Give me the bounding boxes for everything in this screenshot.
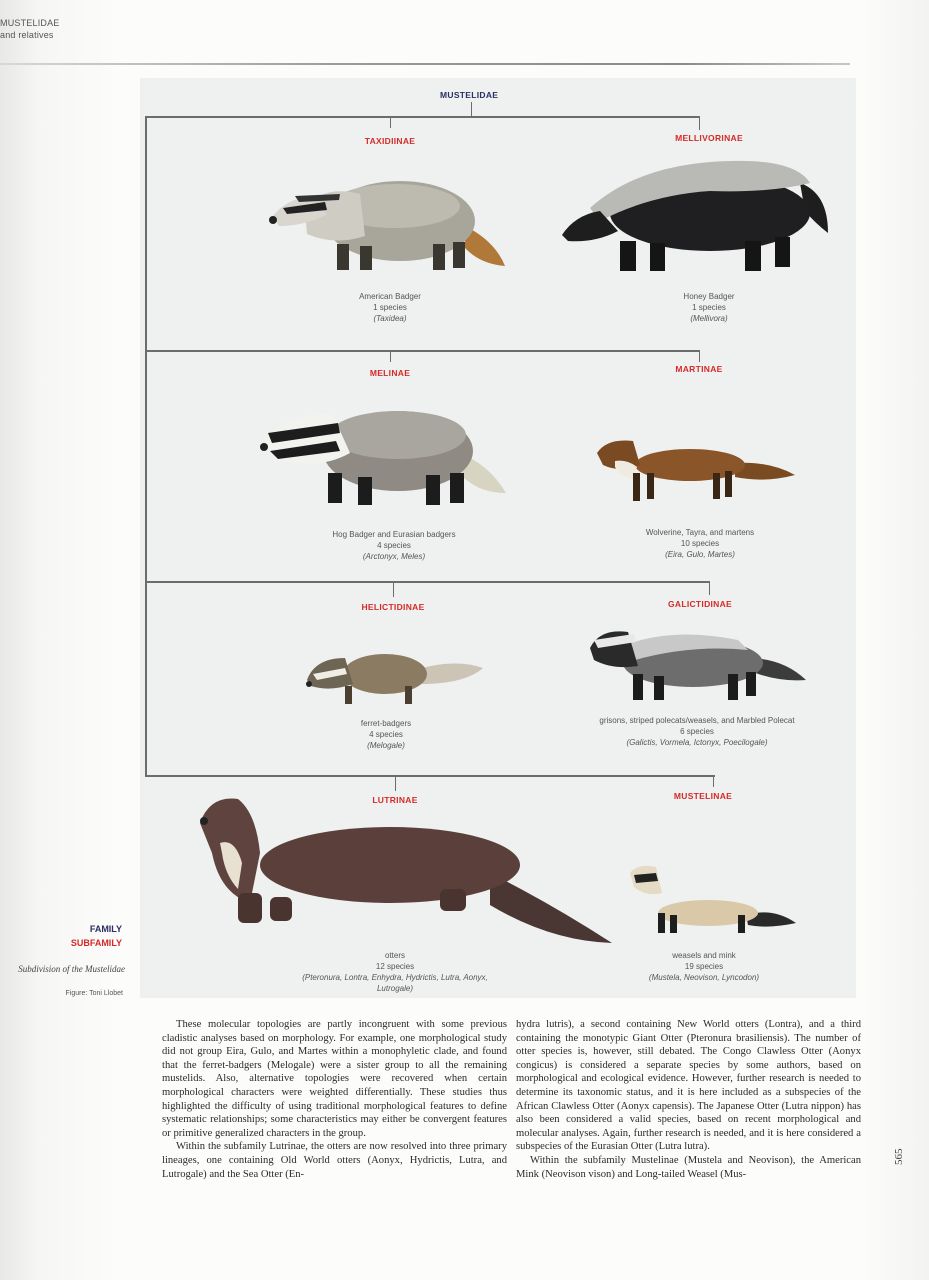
tree-line xyxy=(390,116,391,128)
black-footed-ferret-illustration xyxy=(628,863,798,938)
running-head-title: MUSTELIDAE xyxy=(0,18,60,28)
taxon-caption-melinae xyxy=(332,529,455,562)
running-head-subtitle: and relatives xyxy=(0,30,54,40)
species-count: 1 species xyxy=(373,303,407,312)
subfamily-label-lutrinae: LUTRINAE xyxy=(372,795,418,805)
legend-family: FAMILY xyxy=(89,924,122,934)
phylogeny-figure xyxy=(140,78,856,998)
subfamily-label-taxidiinae: TAXIDIINAE xyxy=(364,136,416,146)
ferret-badger-illustration xyxy=(305,640,485,710)
taxon-caption-mellivorinae xyxy=(683,291,734,324)
page-number: 565 xyxy=(893,1148,905,1165)
common-name: otters xyxy=(384,951,406,960)
paragraph: These molecular topologies are partly incongruent with some previous cladistic analyses based on morphology. For example, one morphological study did not group Eira, Gulo, and Martes within a monophyletic clade, and found that the ferret-badgers (Melogale) were a sister group to all the remaining mustelids. Also, alternative topologies were recovered when certain morphological characters were weighted differentially. These studies thus highlighted the difficulty of using traditional morphological features to define systematic relationships; some characteristics may either be convergent features or primitive generalized characters in the group. xyxy=(162,1019,507,1139)
subfamily-label-galictidinae: GALICTIDINAE xyxy=(667,599,733,609)
body-column-right xyxy=(516,1018,861,1181)
common-name: weasels and mink xyxy=(672,951,736,960)
tree-line xyxy=(390,350,391,362)
marten-illustration xyxy=(595,433,795,508)
giant-otter-illustration xyxy=(190,793,615,943)
genera-list: (Taxidea) xyxy=(373,314,407,323)
tree-line xyxy=(393,581,394,597)
common-name: grisons, striped polecats/weasels, and Marbled Polecat xyxy=(599,716,795,725)
species-count: 4 species xyxy=(377,541,411,550)
tree-line xyxy=(699,116,700,130)
tree-line xyxy=(145,775,715,777)
figure-title: Subdivision of the Mustelidae xyxy=(18,964,125,974)
subfamily-label-martinae: MARTINAE xyxy=(675,364,723,374)
common-name: American Badger xyxy=(359,292,421,301)
genera-list: (Pteronura, Lontra, Enhydra, Hydrictis, Lutra, Aonyx, xyxy=(302,973,488,982)
genera-list-continued: Lutrogale) xyxy=(376,984,414,993)
species-count: 12 species xyxy=(375,962,415,971)
common-name: Honey Badger xyxy=(683,292,735,301)
taxon-caption-lutrinae xyxy=(302,950,488,994)
tree-line xyxy=(145,350,700,352)
genera-list: (Melogale) xyxy=(367,741,405,750)
paragraph: Within the subfamily Mustelinae (Mustela and Neovison), the American Mink (Neovison vison) and Long-tailed Weasel (Mus- xyxy=(516,1154,861,1180)
tree-line xyxy=(699,350,700,362)
honey-badger-illustration xyxy=(560,153,835,278)
genera-list: (Galictis, Vormela, Ictonyx, Poecilogale) xyxy=(626,738,768,747)
taxon-caption-martinae xyxy=(646,527,754,560)
genera-list: (Eira, Gulo, Martes) xyxy=(665,550,735,559)
tree-line xyxy=(713,775,714,787)
family-label-root: MUSTELIDAE xyxy=(440,90,499,100)
tree-line xyxy=(145,116,700,118)
figure-credit: Figure: Toni Llobet xyxy=(65,990,123,997)
tree-line xyxy=(145,581,710,583)
tree-line xyxy=(709,581,710,595)
species-count: 10 species xyxy=(680,539,720,548)
species-count: 19 species xyxy=(684,962,724,971)
subfamily-label-melinae: MELINAE xyxy=(369,368,411,378)
common-name: ferret-badgers xyxy=(360,719,412,728)
header-rule xyxy=(0,63,850,65)
taxon-caption-galictidinae xyxy=(599,715,794,748)
american-badger-illustration xyxy=(265,166,510,276)
tree-line xyxy=(145,116,147,776)
subfamily-label-mellivorinae: MELLIVORINAE xyxy=(675,133,743,143)
species-count: 1 species xyxy=(692,303,726,312)
taxon-caption-mustelinae xyxy=(649,950,759,983)
grison-illustration xyxy=(588,618,808,708)
subfamily-label-mustelinae: MUSTELINAE xyxy=(673,791,733,801)
taxon-caption-taxidiinae xyxy=(359,291,421,324)
common-name: Wolverine, Tayra, and martens xyxy=(645,528,755,537)
running-head xyxy=(0,17,60,41)
legend-subfamily: SUBFAMILY xyxy=(70,938,122,948)
paragraph: Within the subfamily Lutrinae, the otters are now resolved into three primary lineages, one containing Old World otters (Aonyx, Hydrictis, Lutra, and Lutrogale) and the Sea Otter (En- xyxy=(162,1141,507,1180)
genera-list: (Mustela, Neovison, Lyncodon) xyxy=(648,973,760,982)
tree-line xyxy=(471,102,472,116)
species-count: 6 species xyxy=(680,727,714,736)
taxon-caption-helictidinae xyxy=(361,718,411,751)
body-column-left xyxy=(162,1018,507,1181)
tree-line xyxy=(395,775,396,791)
paragraph: hydra lutris), a second containing New World otters (Lontra), and a third containing the monotypic Giant Otter (Pteronura brasiliensis). The number of otter species is, however, still debated. The Congo Clawless Otter (Aonyx congicus) is considered a separate species by some authors, based on morphological and ecological evidence. However, further research is needed to determine its taxonomic status, and it is here included as a subspecies of the African Clawless Otter (Aonyx capensis). The Japanese Otter (Lutra nippon) has also been considered a valid species, based on recent morphological and molecular analyses. Again, further research is needed, and it is here considered a subspecies of the Eurasian Otter (Lutra lutra). xyxy=(516,1019,861,1153)
species-count: 4 species xyxy=(369,730,403,739)
genera-list: (Arctonyx, Meles) xyxy=(362,552,426,561)
eurasian-badger-illustration xyxy=(258,393,508,513)
genera-list: (Mellivora) xyxy=(690,314,728,323)
common-name: Hog Badger and Eurasian badgers xyxy=(332,530,456,539)
subfamily-label-helictidinae: HELICTIDINAE xyxy=(361,602,425,612)
